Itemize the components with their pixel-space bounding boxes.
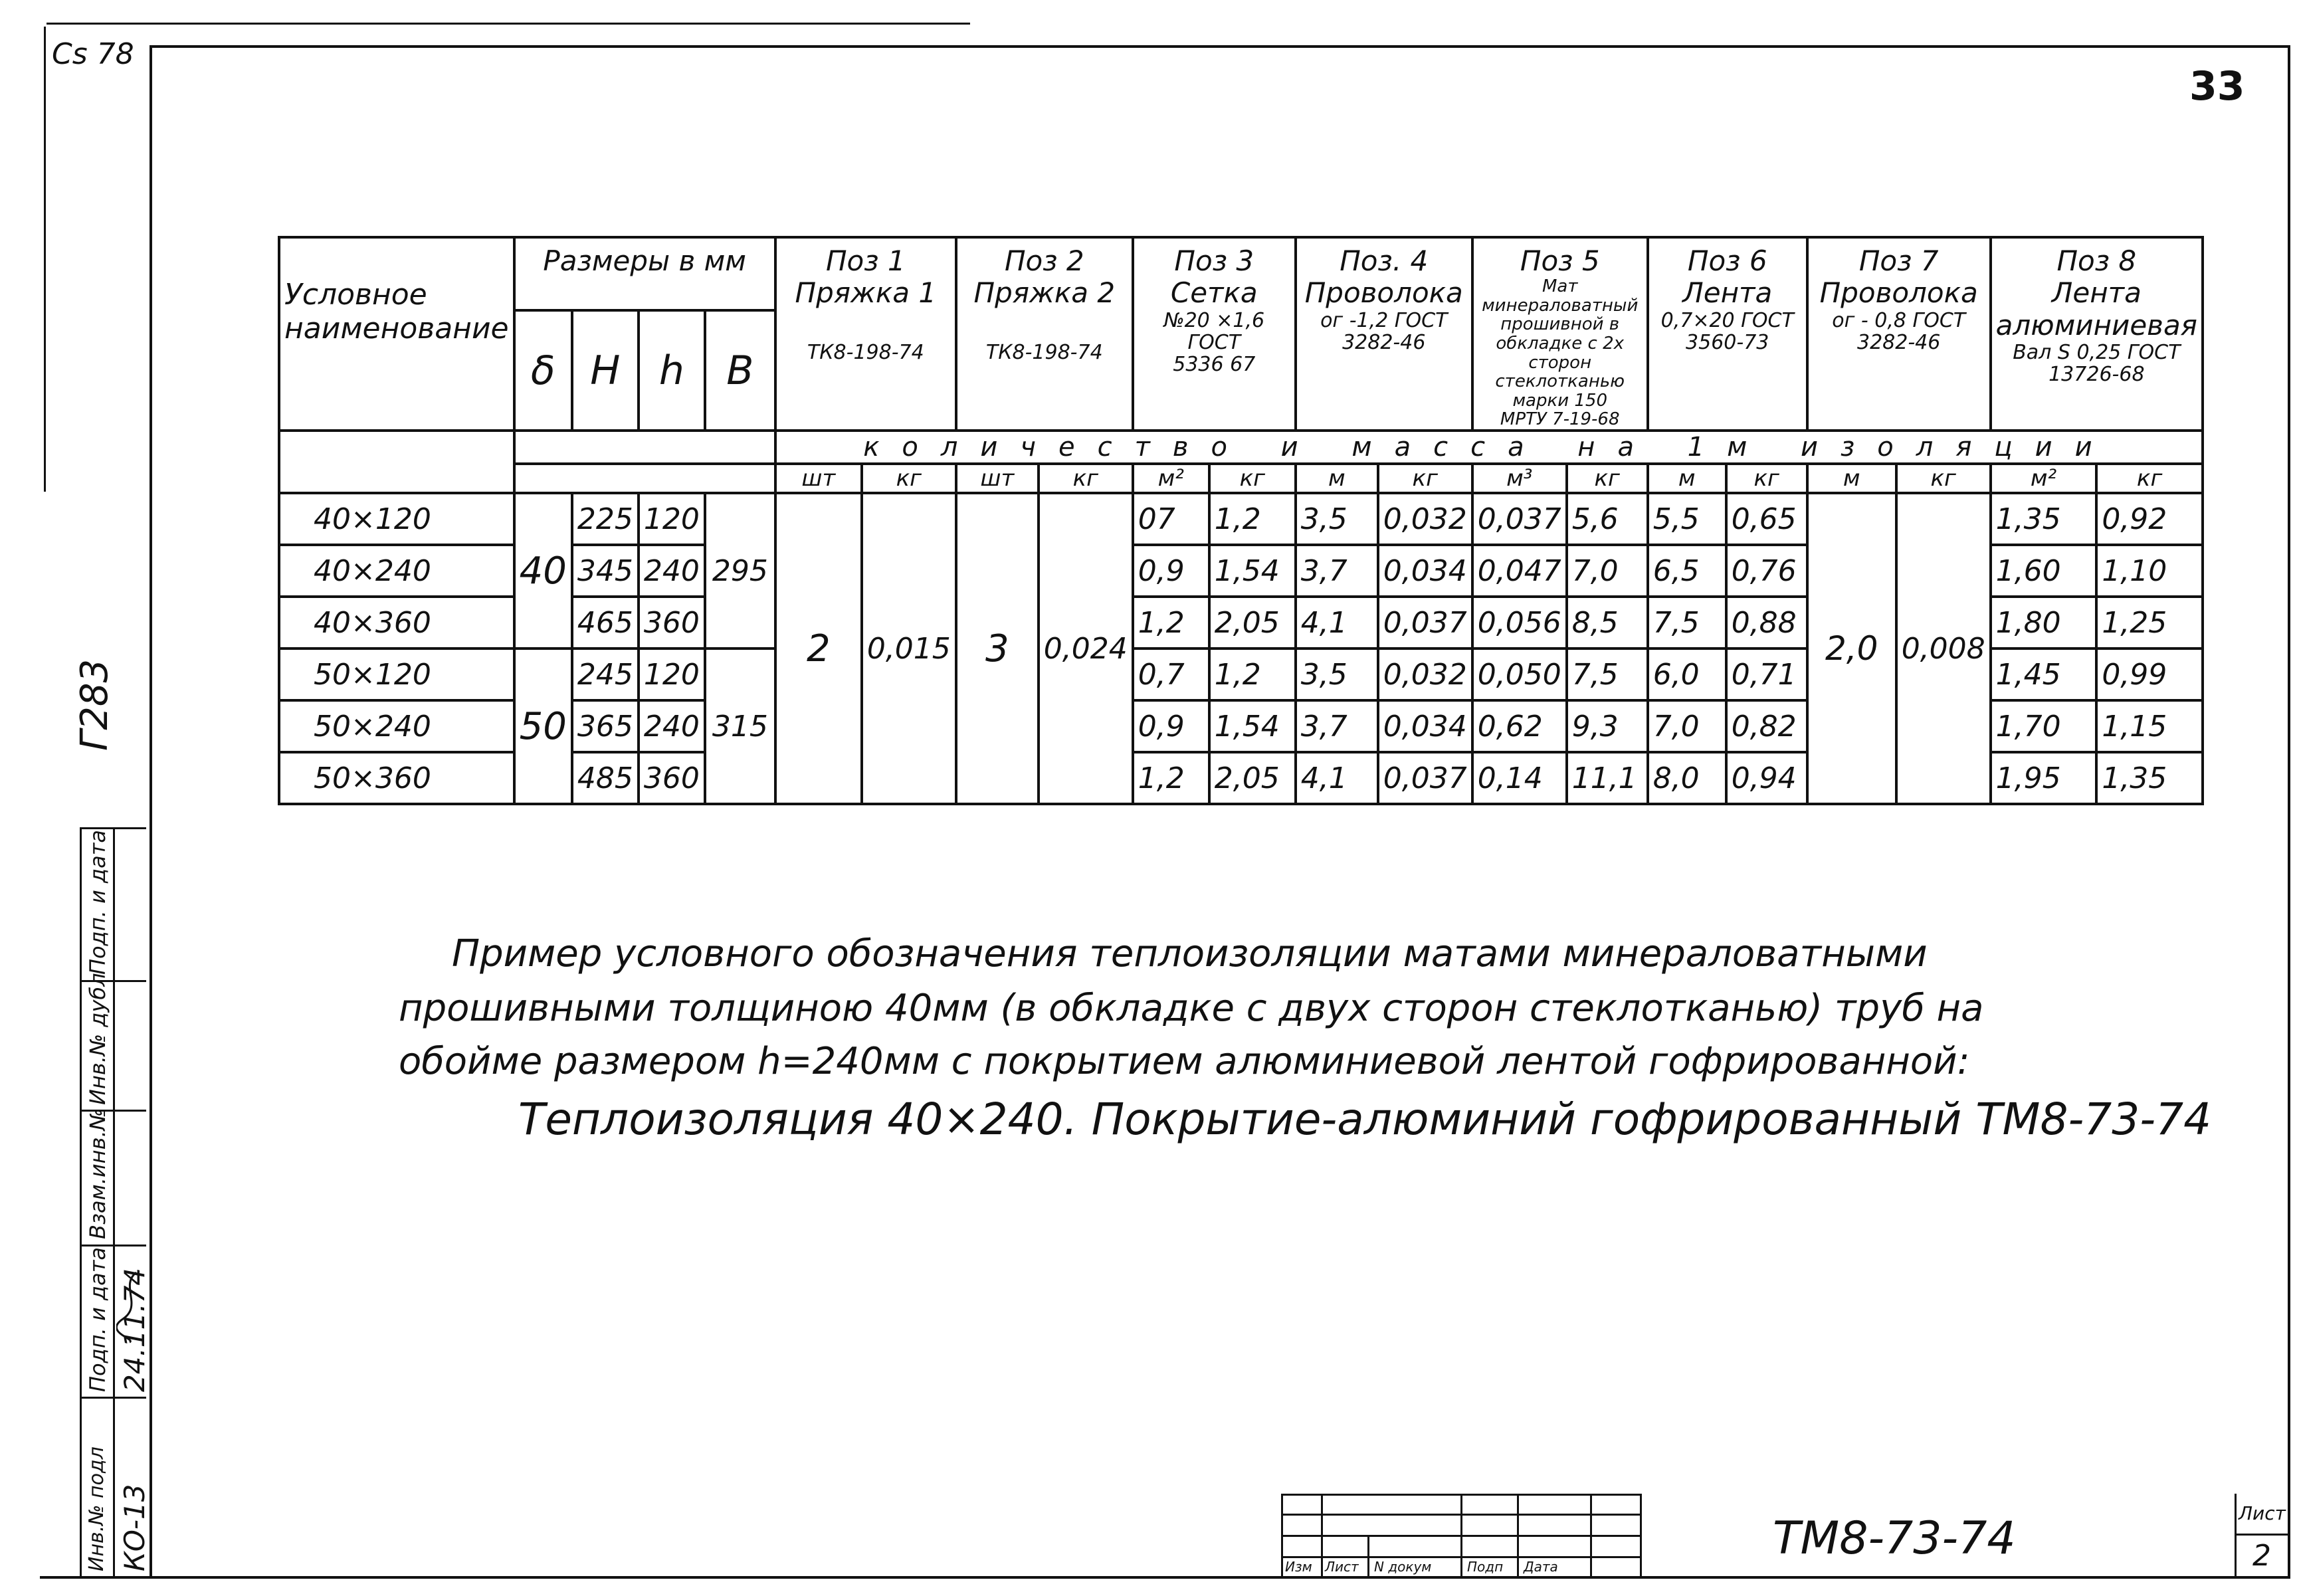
unit-cell: кг — [1896, 464, 1991, 493]
stamp-label-podp-data-1: Подп. и дата — [85, 1247, 110, 1392]
unit-cell: кг — [1209, 464, 1296, 493]
note-line-1: Пример условного обозначения теплоизоляции матами минераловатными — [452, 932, 1928, 975]
cell-p6kg: 0,88 — [1726, 597, 1807, 648]
unit-cell: кг — [1726, 464, 1807, 493]
corner-mark: Cs 78 — [52, 37, 134, 71]
cell-p6m: 6,5 — [1648, 545, 1726, 597]
sizes-header: Размеры в мм — [514, 237, 775, 310]
row-name: 50×120 — [279, 648, 514, 700]
unit-cell: м³ — [1472, 464, 1567, 493]
pos1-kg: 0,015 — [862, 493, 956, 804]
unit-cell: кг — [1567, 464, 1648, 493]
cell-p5kg: 5,6 — [1567, 493, 1648, 545]
cell-p4kg: 0,037 — [1378, 597, 1472, 648]
cell-p8m: 1,80 — [1991, 597, 2097, 648]
size-col-h: h — [639, 310, 705, 431]
pos1-header: Поз 1 Пряжка 1 ТК8-198-74 — [775, 237, 956, 431]
stamp-label-inv-podl: Инв.№ подл — [85, 1446, 108, 1571]
row-name: 50×360 — [279, 752, 514, 804]
cell-p4m: 4,1 — [1296, 597, 1378, 648]
cell-p8kg: 1,10 — [2096, 545, 2203, 597]
cell-p3kg: 1,2 — [1209, 493, 1296, 545]
unit-cell: м — [1648, 464, 1726, 493]
unit-cell: м² — [1133, 464, 1209, 493]
cell-p8kg: 1,35 — [2096, 752, 2203, 804]
cell-p4m: 4,1 — [1296, 752, 1378, 804]
cell-H: 485 — [572, 752, 639, 804]
pos8-header: Поз 8 Лента алюминиевая Вал S 0,25 ГОСТ 13726-68 — [1991, 237, 2203, 431]
frame-right-border — [2288, 45, 2290, 1578]
cell-p4kg: 0,037 — [1378, 752, 1472, 804]
cell-p6kg: 0,76 — [1726, 545, 1807, 597]
cell-p4kg: 0,032 — [1378, 493, 1472, 545]
empty-header-cell — [279, 431, 514, 464]
row-name: 40×240 — [279, 545, 514, 597]
unit-cell: кг — [862, 464, 956, 493]
row-name: 50×240 — [279, 700, 514, 752]
cell-p8m: 1,60 — [1991, 545, 2097, 597]
cell-p4kg: 0,032 — [1378, 648, 1472, 700]
empty-header-cell — [514, 431, 775, 464]
cell-p6kg: 0,65 — [1726, 493, 1807, 545]
row-name: 40×120 — [279, 493, 514, 545]
cell-p3kg: 2,05 — [1209, 597, 1296, 648]
cell-p8m: 1,45 — [1991, 648, 2097, 700]
unit-cell: кг — [1039, 464, 1133, 493]
cell-p3kg: 1,2 — [1209, 648, 1296, 700]
top-left-rule — [47, 23, 970, 25]
cell-h: 120 — [639, 493, 705, 545]
cell-p8kg: 0,92 — [2096, 493, 2203, 545]
unit-cell: м² — [1991, 464, 2097, 493]
delta-50: 50 — [514, 648, 572, 804]
B-40: 295 — [705, 493, 775, 648]
signature-mark — [116, 1266, 144, 1346]
unit-cell: шт — [775, 464, 862, 493]
cell-p8kg: 1,25 — [2096, 597, 2203, 648]
cell-p5m: 0,037 — [1472, 493, 1567, 545]
cell-H: 365 — [572, 700, 639, 752]
cell-p4kg: 0,034 — [1378, 545, 1472, 597]
pos2-header: Поз 2 Пряжка 2 ТК8-198-74 — [956, 237, 1133, 431]
B-50: 315 — [705, 648, 775, 804]
cell-p4kg: 0,034 — [1378, 700, 1472, 752]
stamp-label-inv-dubl: Инв.№ дубл — [85, 973, 110, 1105]
page-number: 33 — [2189, 63, 2245, 110]
title-col-label: Изм — [1285, 1559, 1312, 1575]
cell-h: 120 — [639, 648, 705, 700]
cell-h: 240 — [639, 700, 705, 752]
cell-H: 225 — [572, 493, 639, 545]
pos7-header: Поз 7 Проволока ог - 0,8 ГОСТ 3282-46 — [1807, 237, 1991, 431]
name-column-header: Условное наименование — [279, 237, 514, 431]
cell-p3kg: 2,05 — [1209, 752, 1296, 804]
pos2-kg: 0,024 — [1039, 493, 1133, 804]
specification-table — [278, 236, 2204, 805]
cell-p3m: 0,7 — [1133, 648, 1209, 700]
cell-h: 360 — [639, 752, 705, 804]
cell-p5m: 0,050 — [1472, 648, 1567, 700]
empty-header-cell — [279, 464, 514, 493]
pos2-qty: 3 — [956, 493, 1039, 804]
cell-p3m: 0,9 — [1133, 545, 1209, 597]
size-col-delta: δ — [514, 310, 572, 431]
empty-header-cell — [514, 464, 775, 493]
title-col-label: Лист — [1325, 1559, 1359, 1575]
pos4-header: Поз. 4 Проволока ог -1,2 ГОСТ 3282-46 — [1296, 237, 1472, 431]
row-name: 40×360 — [279, 597, 514, 648]
frame-top-border — [150, 45, 2290, 48]
left-margin-line — [44, 27, 46, 492]
cell-p6kg: 0,82 — [1726, 700, 1807, 752]
cell-p3m: 1,2 — [1133, 597, 1209, 648]
pos3-header: Поз 3 Сетка №20 ×1,6 ГОСТ 5336 67 — [1133, 237, 1296, 431]
delta-40: 40 — [514, 493, 572, 648]
cell-p5kg: 8,5 — [1567, 597, 1648, 648]
cell-p4m: 3,5 — [1296, 648, 1378, 700]
cell-p6m: 7,0 — [1648, 700, 1726, 752]
cell-p5kg: 9,3 — [1567, 700, 1648, 752]
cell-p8m: 1,95 — [1991, 752, 2097, 804]
title-block — [1281, 1494, 2290, 1579]
cell-p8kg: 0,99 — [2096, 648, 2203, 700]
size-col-B: В — [705, 310, 775, 431]
stamp-inv-value: КО-13 — [118, 1484, 151, 1571]
cell-p4m: 3,7 — [1296, 700, 1378, 752]
cell-p6kg: 0,94 — [1726, 752, 1807, 804]
cell-p5m: 0,047 — [1472, 545, 1567, 597]
note-line-3: обойме размером h=240мм с покрытием алюминиевой лентой гофрированной: — [399, 1040, 1970, 1083]
cell-p6m: 6,0 — [1648, 648, 1726, 700]
note-line-2: прошивными толщиною 40мм (в обкладке с двух сторон стеклотканью) труб на — [399, 987, 1984, 1030]
cell-p6kg: 0,71 — [1726, 648, 1807, 700]
cell-p5kg: 11,1 — [1567, 752, 1648, 804]
unit-cell: кг — [2096, 464, 2203, 493]
title-col-label: N докум — [1374, 1559, 1432, 1575]
cell-p8kg: 1,15 — [2096, 700, 2203, 752]
sheet-label: Лист — [2239, 1502, 2286, 1524]
cell-p3kg: 1,54 — [1209, 545, 1296, 597]
cell-p4m: 3,5 — [1296, 493, 1378, 545]
pos6-header: Поз 6 Лента 0,7×20 ГОСТ 3560-73 — [1648, 237, 1807, 431]
pos1-qty: 2 — [775, 493, 862, 804]
cell-p8m: 1,35 — [1991, 493, 2097, 545]
cell-p6m: 8,0 — [1648, 752, 1726, 804]
cell-p3m: 0,9 — [1133, 700, 1209, 752]
note-line-4: Теплоизоляция 40×240. Покрытие-алюминий гофрированный ТМ8-73-74 — [518, 1094, 2212, 1145]
cell-h: 240 — [639, 545, 705, 597]
cell-p5m: 0,62 — [1472, 700, 1567, 752]
cell-p5m: 0,14 — [1472, 752, 1567, 804]
unit-cell: шт — [956, 464, 1039, 493]
size-col-H: Н — [572, 310, 639, 431]
title-col-label: Дата — [1524, 1559, 1558, 1575]
cell-p6m: 5,5 — [1648, 493, 1726, 545]
pos7-kg: 0,008 — [1896, 493, 1991, 804]
unit-cell: кг — [1378, 464, 1472, 493]
pos7-m: 2,0 — [1807, 493, 1896, 804]
cell-p8m: 1,70 — [1991, 700, 2097, 752]
cell-p5kg: 7,0 — [1567, 545, 1648, 597]
qty-mass-title: количество и масса на 1м изоляции — [775, 431, 2203, 464]
cell-p4m: 3,7 — [1296, 545, 1378, 597]
stamp-label-vzam-inv: Взам.инв.№ — [85, 1108, 110, 1239]
cell-p3kg: 1,54 — [1209, 700, 1296, 752]
cell-p5m: 0,056 — [1472, 597, 1567, 648]
stamp-date-value: 24.11.74 — [118, 1267, 151, 1392]
cell-H: 245 — [572, 648, 639, 700]
document-code: ТМ8-73-74 — [1773, 1512, 2016, 1565]
unit-cell: м — [1807, 464, 1896, 493]
side-stamp — [80, 827, 151, 1578]
cell-p3m: 1,2 — [1133, 752, 1209, 804]
cell-p6m: 7,5 — [1648, 597, 1726, 648]
left-margin-code: Г283 — [73, 658, 116, 751]
cell-H: 465 — [572, 597, 639, 648]
pos5-header: Поз 5 Мат минераловатный прошивной в обкладке с 2х сторон стеклотканью марки 150 МРТУ 7-19-68 — [1472, 237, 1648, 431]
stamp-label-podp-data-2: Подп. и дата — [85, 830, 110, 975]
cell-h: 360 — [639, 597, 705, 648]
unit-cell: м — [1296, 464, 1378, 493]
cell-p3m: 07 — [1133, 493, 1209, 545]
title-col-label: Подп — [1467, 1559, 1504, 1575]
cell-H: 345 — [572, 545, 639, 597]
cell-p5kg: 7,5 — [1567, 648, 1648, 700]
sheet-number: 2 — [2252, 1539, 2271, 1573]
table-row — [279, 493, 2203, 545]
